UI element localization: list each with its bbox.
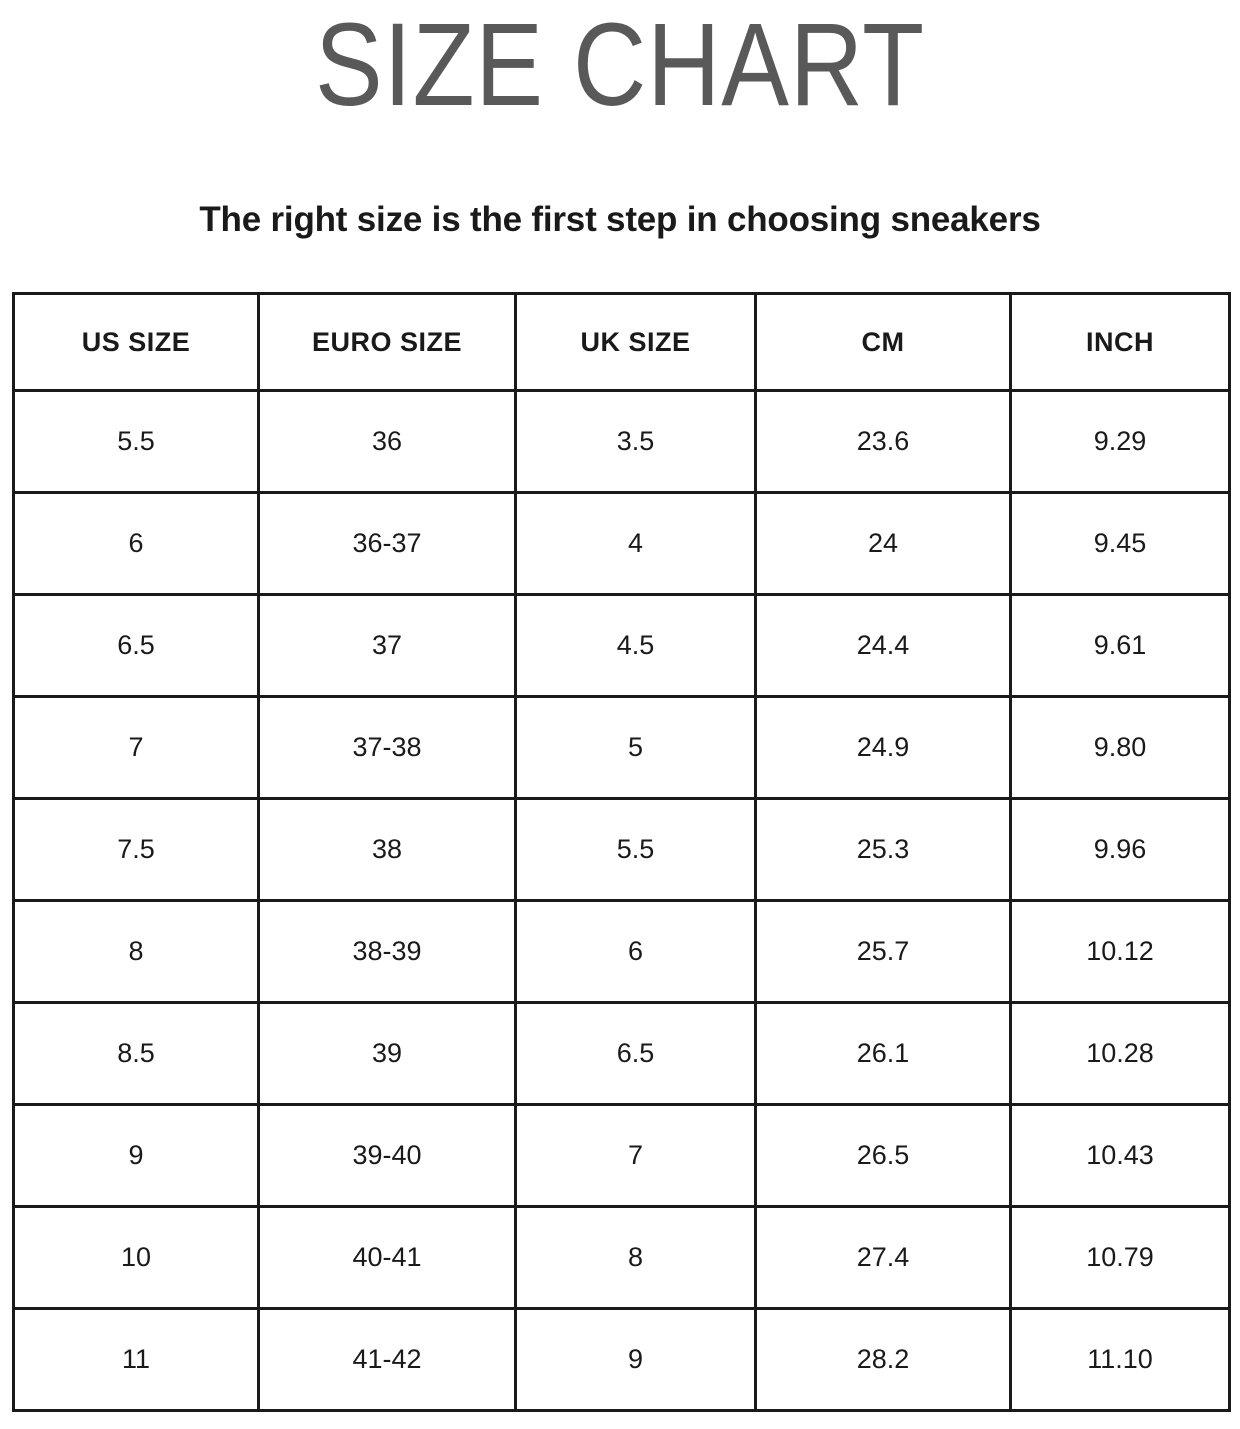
cell-us-size: 5.5 (14, 391, 259, 493)
table-row (14, 799, 1230, 901)
cell-uk-size: 9 (516, 1309, 756, 1411)
cell-euro-size: 36 (259, 391, 516, 493)
table-row (14, 697, 1230, 799)
cell-us-size: 6.5 (14, 595, 259, 697)
cell-uk-size: 8 (516, 1207, 756, 1309)
cell-uk-size: 4 (516, 493, 756, 595)
cell-inch: 11.10 (1011, 1309, 1230, 1411)
cell-cm: 26.5 (756, 1105, 1011, 1207)
cell-us-size: 10 (14, 1207, 259, 1309)
cell-cm: 24.4 (756, 595, 1011, 697)
cell-cm: 25.3 (756, 799, 1011, 901)
cell-uk-size: 5.5 (516, 799, 756, 901)
cell-us-size: 7.5 (14, 799, 259, 901)
cell-uk-size: 7 (516, 1105, 756, 1207)
cell-euro-size: 37 (259, 595, 516, 697)
cell-euro-size: 36-37 (259, 493, 516, 595)
cell-cm: 27.4 (756, 1207, 1011, 1309)
cell-cm: 24 (756, 493, 1011, 595)
size-chart-table (12, 292, 1231, 1412)
table-row (14, 1105, 1230, 1207)
cell-uk-size: 4.5 (516, 595, 756, 697)
cell-cm: 24.9 (756, 697, 1011, 799)
column-header-euro-size: EURO SIZE (259, 294, 516, 391)
table-row (14, 493, 1230, 595)
cell-us-size: 9 (14, 1105, 259, 1207)
cell-inch: 9.61 (1011, 595, 1230, 697)
cell-us-size: 11 (14, 1309, 259, 1411)
cell-us-size: 8 (14, 901, 259, 1003)
cell-euro-size: 39-40 (259, 1105, 516, 1207)
size-chart-table-container (12, 292, 1228, 1412)
cell-uk-size: 3.5 (516, 391, 756, 493)
cell-uk-size: 6 (516, 901, 756, 1003)
table-row (14, 1207, 1230, 1309)
column-header-uk-size: UK SIZE (516, 294, 756, 391)
cell-inch: 10.43 (1011, 1105, 1230, 1207)
cell-euro-size: 38 (259, 799, 516, 901)
cell-cm: 23.6 (756, 391, 1011, 493)
cell-euro-size: 40-41 (259, 1207, 516, 1309)
cell-inch: 10.12 (1011, 901, 1230, 1003)
cell-inch: 9.96 (1011, 799, 1230, 901)
cell-uk-size: 6.5 (516, 1003, 756, 1105)
cell-cm: 26.1 (756, 1003, 1011, 1105)
table-row (14, 901, 1230, 1003)
page-subtitle: The right size is the first step in choosing sneakers (199, 200, 1041, 239)
cell-cm: 28.2 (756, 1309, 1011, 1411)
cell-inch: 9.29 (1011, 391, 1230, 493)
table-row (14, 1309, 1230, 1411)
cell-us-size: 6 (14, 493, 259, 595)
column-header-inch: INCH (1011, 294, 1230, 391)
page-title: SIZE CHART (314, 0, 926, 131)
table-row (14, 1003, 1230, 1105)
cell-inch: 9.45 (1011, 493, 1230, 595)
cell-uk-size: 5 (516, 697, 756, 799)
table-row (14, 391, 1230, 493)
table-header (14, 294, 1230, 391)
cell-us-size: 8.5 (14, 1003, 259, 1105)
cell-cm: 25.7 (756, 901, 1011, 1003)
cell-inch: 10.28 (1011, 1003, 1230, 1105)
cell-euro-size: 38-39 (259, 901, 516, 1003)
cell-euro-size: 37-38 (259, 697, 516, 799)
table-body (14, 391, 1230, 1411)
cell-us-size: 7 (14, 697, 259, 799)
cell-euro-size: 41-42 (259, 1309, 516, 1411)
cell-inch: 10.79 (1011, 1207, 1230, 1309)
table-row (14, 595, 1230, 697)
table-header-row (14, 294, 1230, 391)
cell-euro-size: 39 (259, 1003, 516, 1105)
column-header-us-size: US SIZE (14, 294, 259, 391)
column-header-cm: CM (756, 294, 1011, 391)
cell-inch: 9.80 (1011, 697, 1230, 799)
